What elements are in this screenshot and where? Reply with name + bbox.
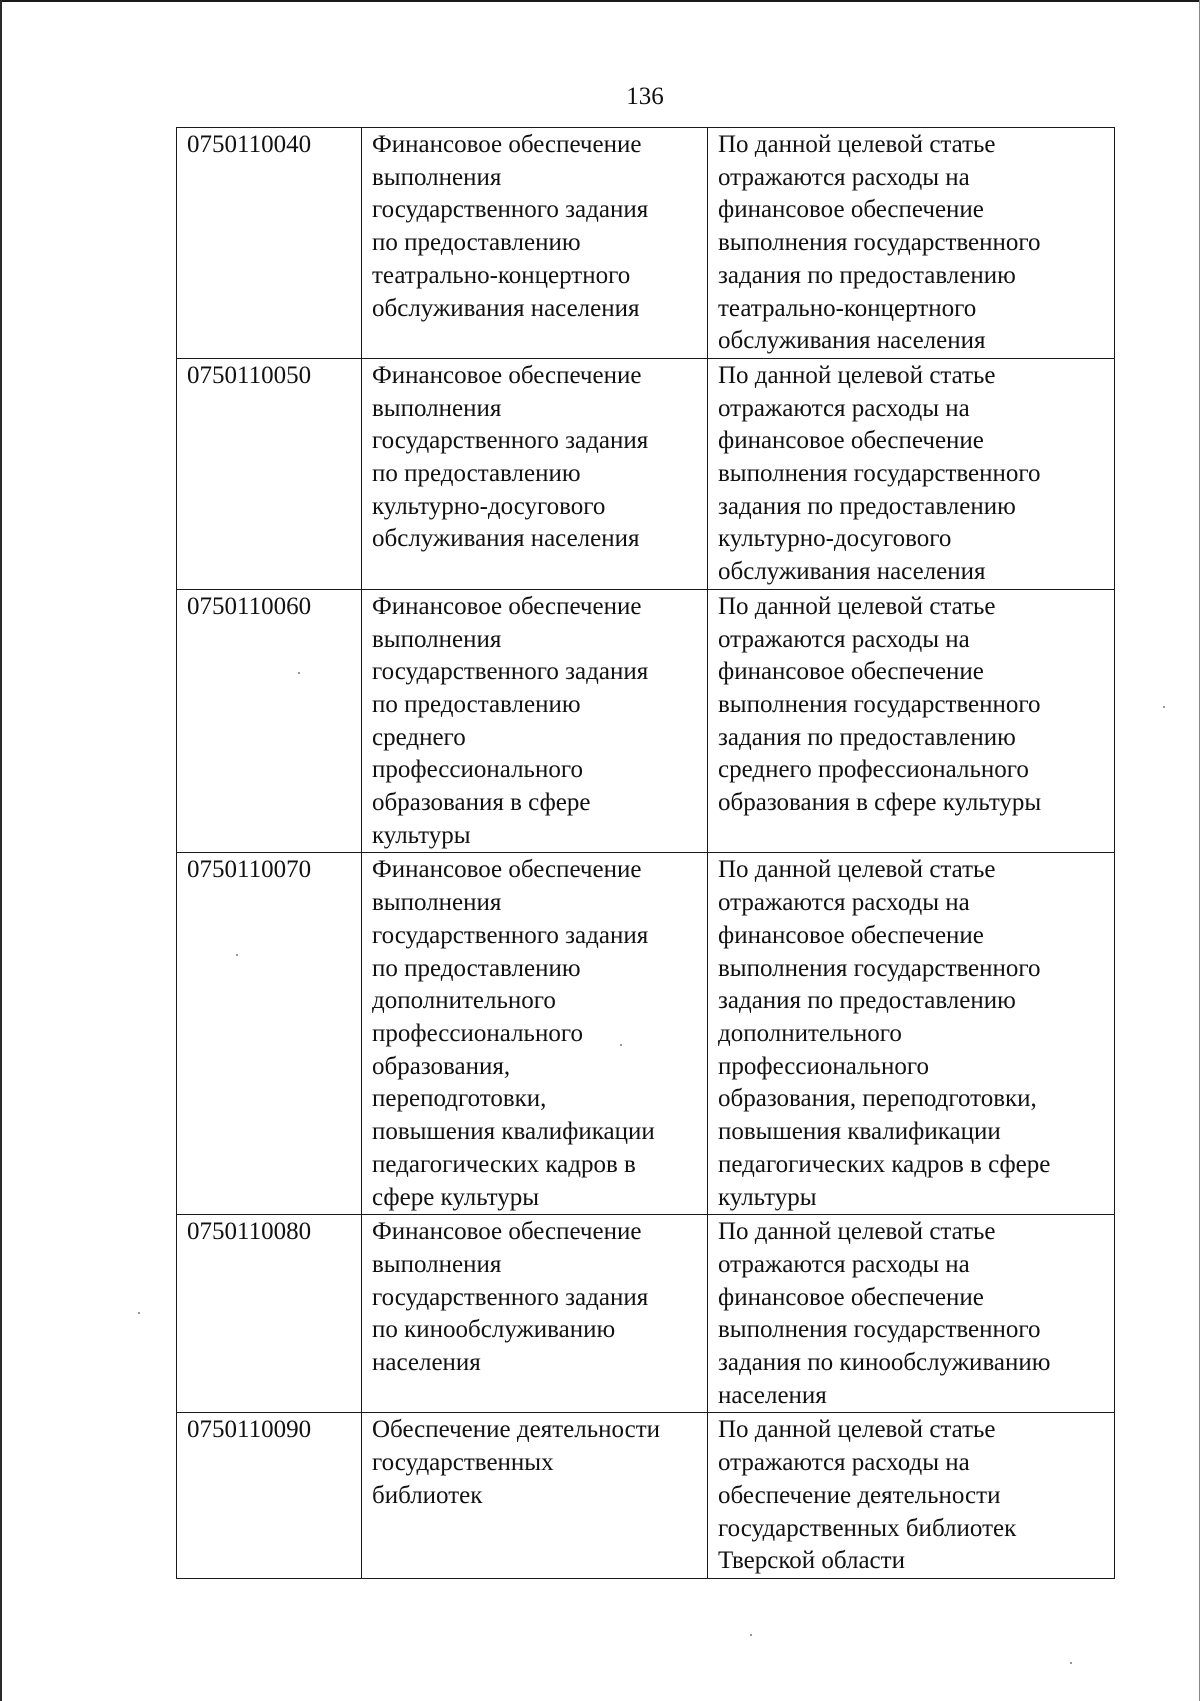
item-description: По данной целевой статье отражаются расходы на финансовое обеспечение выполнения государственного задания по предоставлению дополнительного профессионального образования, переподготовки, повышения квалификации педагогических кадров в сфере культуры (718, 856, 1051, 1211)
item-description: По данной целевой статье отражаются расходы на обеспечение деятельности государственных библиотек Тверской области (718, 1416, 1017, 1575)
item-description-cell (708, 589, 1115, 853)
target-code-cell (177, 128, 362, 359)
target-code: 0750110050 (187, 361, 312, 389)
target-code: 0750110090 (187, 1416, 312, 1444)
item-description: По данной целевой статье отражаются расходы на финансовое обеспечение выполнения государственного задания по кинообслуживанию населения (718, 1218, 1051, 1409)
item-name: Финансовое обеспечение выполнения государственного задания по предоставлению культурно-досугового обслуживания населения (372, 361, 649, 553)
item-description: По данной целевой статье отражаются расходы на финансовое обеспечение выполнения государственного задания по предоставлению среднего профессионального образования в сфере культуры (718, 592, 1042, 817)
scan-speck (1070, 1662, 1072, 1664)
table-row (177, 358, 1115, 589)
item-name: Финансовое обеспечение выполнения государственного задания по предоставлению дополнительного профессионального образования, переподготовки, повышения квалификации педагогических кадров в сфере культуры (372, 856, 655, 1211)
scan-edge-left (0, 0, 2, 1701)
scan-speck (236, 954, 238, 956)
scan-speck (750, 1634, 752, 1636)
target-code: 0750110060 (187, 592, 312, 620)
scan-speck (298, 672, 300, 674)
scan-edge-top (0, 0, 1200, 2)
item-description-cell (708, 358, 1115, 589)
table-row (177, 589, 1115, 853)
item-description-cell (708, 853, 1115, 1215)
item-name: Финансовое обеспечение выполнения государственного задания по кинообслуживанию населения (372, 1218, 649, 1377)
item-name-cell (362, 1413, 708, 1579)
item-name: Финансовое обеспечение выполнения государственного задания по предоставлению среднего профессионального образования в сфере культуры (372, 592, 649, 849)
target-code-cell (177, 358, 362, 589)
table-row (177, 1413, 1115, 1579)
item-name-cell (362, 1215, 708, 1413)
item-name-cell (362, 358, 708, 589)
item-name-cell (362, 589, 708, 853)
item-description-cell (708, 1215, 1115, 1413)
item-name-cell (362, 128, 708, 359)
budget-classification-table (176, 127, 1115, 1579)
target-code-cell (177, 1215, 362, 1413)
item-name-cell (362, 853, 708, 1215)
target-code-cell (177, 1413, 362, 1579)
page-number: 136 (626, 83, 664, 110)
scan-speck (138, 1312, 140, 1314)
item-name: Финансовое обеспечение выполнения государственного задания по предоставлению театрально-концертного обслуживания населения (372, 131, 649, 322)
table-row (177, 853, 1115, 1215)
target-code-cell (177, 589, 362, 853)
target-code-cell (177, 853, 362, 1215)
target-code: 0750110040 (187, 131, 312, 158)
item-description-cell (708, 1413, 1115, 1579)
target-code: 0750110080 (187, 1218, 312, 1246)
item-description-cell (708, 128, 1115, 359)
table-row (177, 128, 1115, 359)
item-description: По данной целевой статье отражаются расходы на финансовое обеспечение выполнения государственного задания по предоставлению театрально-концертного обслуживания населения (718, 131, 1041, 355)
scan-speck (620, 1044, 622, 1046)
item-name: Обеспечение деятельности государственных библиотек (372, 1416, 661, 1509)
scan-speck (1163, 706, 1165, 708)
item-description: По данной целевой статье отражаются расходы на финансовое обеспечение выполнения государственного задания по предоставлению культурно-досугового обслуживания населения (718, 361, 1041, 586)
target-code: 0750110070 (187, 856, 312, 884)
table-row (177, 1215, 1115, 1413)
